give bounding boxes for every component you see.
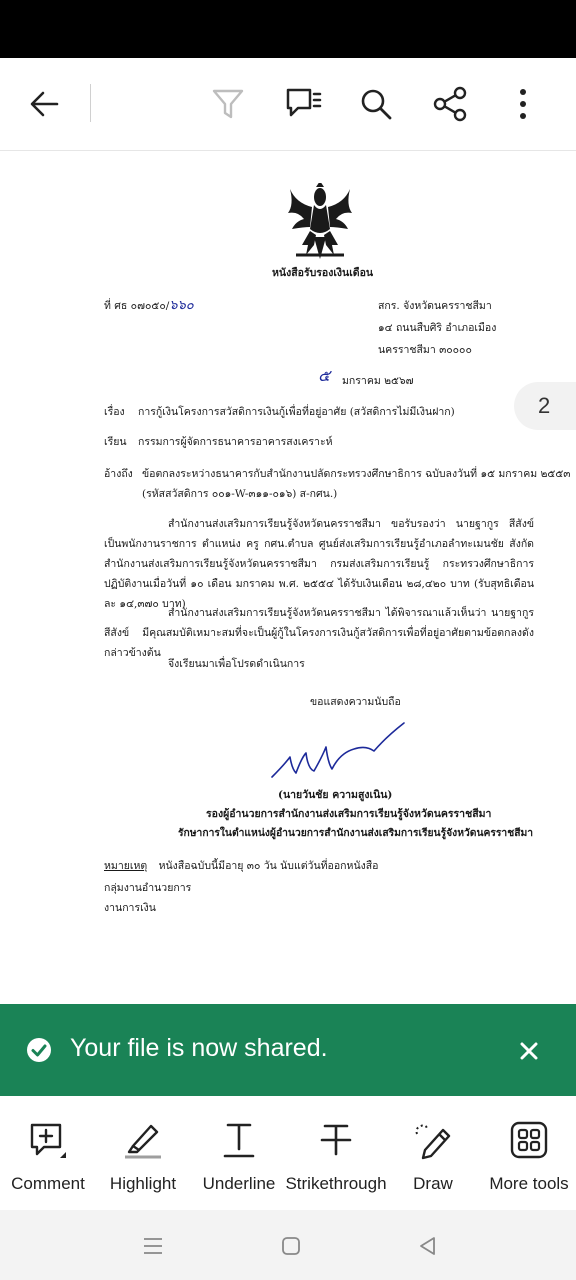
more-tools-label: More tools xyxy=(489,1174,569,1193)
body-paragraph-3: จึงเรียนมาเพื่อโปรดดำเนินการ xyxy=(168,658,305,670)
body-paragraph-1: สำนักงานส่งเสริมการเรียนรู้จังหวัดนครราชสีมา ขอรับรองว่า นายฐากูร สีสังข์ เป็นพนักงานราชการ ตำแหน่ง ครู กศน.ตำบล ศูนย์ส่งเสริมการเรียนรู้อำเภอลำทะเมนชัย สังกัด สำนักงานส่งเสริมการเรียนรู้จังหวัดนครราชสีมา กรมส่งเสริมการเรียนรู้ กระทรวงศึกษาธิการ ปฏิบัติงานเมื่อวันที่ ๑๐ เดือน มกราคม พ.ศ. ๒๕๕๔ ได้รับเงินเดือน ๒๘,๔๒๐ บาท (รับสุทธิเดือนละ ๑๔,๓๗๐ บาท) xyxy=(104,518,534,610)
garuda-emblem xyxy=(286,183,354,261)
signer-title-1: รองผู้อำนวยการสำนักงานส่งเสริมการเรียนรู้จังหวัดนครราชสีมา xyxy=(206,808,492,820)
subject-label: เรื่อง xyxy=(104,406,125,418)
arrow-left-icon xyxy=(27,87,61,121)
recents-icon xyxy=(142,1235,164,1257)
system-nav-bar xyxy=(0,1210,576,1280)
home-button[interactable] xyxy=(273,1228,309,1264)
system-back-button[interactable] xyxy=(410,1228,446,1264)
underline-icon xyxy=(219,1120,259,1160)
note-text: หนังสือฉบับนี้มีอายุ ๓๐ วัน นับแต่วันที่ออกหนังสือ xyxy=(158,860,379,872)
highlight-tool[interactable] xyxy=(102,1096,184,1210)
status-bar xyxy=(0,0,576,58)
underline-tool-label: Underline xyxy=(202,1174,276,1193)
toast-message: Your file is now shared. xyxy=(70,1034,328,1062)
document-date: มกราคม ๒๕๖๗ xyxy=(342,375,414,387)
more-tools[interactable] xyxy=(486,1096,572,1210)
document-heading: หนังสือรับรองเงินเดือน xyxy=(272,267,374,279)
signature xyxy=(270,717,410,779)
underline-tool[interactable] xyxy=(198,1096,280,1210)
sender-line-1: สกร. จังหวัดนครราชสีมา xyxy=(378,300,492,312)
comment-tool-label: Comment xyxy=(11,1174,85,1193)
draw-tool-label: Draw xyxy=(413,1174,453,1193)
toast-close-button[interactable] xyxy=(514,1036,544,1066)
recipient-label: เรียน xyxy=(104,436,127,448)
draw-tool[interactable] xyxy=(396,1096,470,1210)
check-circle-icon xyxy=(26,1037,52,1063)
reference-text: ข้อตกลงระหว่างธนาคารกับสำนักงานปลัดกระทรวงศึกษาธิการ ฉบับลงวันที่ ๑๕ มกราคม ๒๕๕๓ xyxy=(142,468,571,480)
pencil-draw-icon xyxy=(413,1120,453,1160)
page-number-indicator[interactable] xyxy=(514,382,576,430)
strikethrough-tool[interactable] xyxy=(285,1096,387,1210)
reference-label: อ้างถึง xyxy=(104,468,133,480)
toolbar-divider xyxy=(90,84,91,122)
page-number: 2 xyxy=(538,393,551,418)
body-paragraph-2: สำนักงานส่งเสริมการเรียนรู้จังหวัดนครราชสีมา ได้พิจารณาแล้วเห็นว่า นายฐากูร สีสังข์ มีคุณสมบัติเหมาะสมที่จะเป็นผู้กู้ในโครงการเงินกู้สวัสดิการเพื่อที่อยู่อาศัยตามข้อตกลงดังกล่าวข้างต้น xyxy=(104,607,534,659)
comments-list-button[interactable] xyxy=(279,80,327,128)
strikethrough-icon xyxy=(316,1120,356,1160)
note-label: หมายเหตุ xyxy=(104,860,148,872)
comment-add-icon xyxy=(28,1120,68,1160)
highlight-tool-label: Highlight xyxy=(109,1174,177,1193)
comment-list-icon xyxy=(284,86,322,122)
department-line-1: กลุ่มงานอำนวยการ xyxy=(104,882,192,894)
share-button[interactable] xyxy=(426,80,474,128)
strikethrough-tool-label: Strikethrough xyxy=(285,1174,387,1193)
highlighter-icon xyxy=(123,1120,163,1160)
recents-button[interactable] xyxy=(135,1228,171,1264)
handwritten-date: ๕ xyxy=(318,366,331,385)
recipient-text: กรรมการผู้จัดการธนาคารอาคารสงเคราะห์ xyxy=(138,436,333,448)
document-page xyxy=(0,151,576,1004)
search-icon xyxy=(359,87,393,121)
signer-title-2: รักษาการในตำแหน่งผู้อำนวยการสำนักงานส่งเสริมการเรียนรู้จังหวัดนครราชสีมา xyxy=(178,827,534,839)
filter-icon xyxy=(211,87,245,121)
close-icon xyxy=(520,1042,538,1060)
handwritten-number: ๖๖๐ xyxy=(169,298,194,313)
department-line-2: งานการเงิน xyxy=(104,902,156,914)
share-toast xyxy=(0,1004,576,1096)
search-button[interactable] xyxy=(352,80,400,128)
closing-text: ขอแสดงความนับถือ xyxy=(310,696,401,708)
document-viewer[interactable] xyxy=(0,151,576,1004)
back-triangle-icon xyxy=(417,1235,439,1257)
annotation-toolbar xyxy=(0,1096,576,1210)
comment-tool[interactable] xyxy=(6,1096,90,1210)
reference-number: ที่ ศธ ๐๗๐๕๐/๖๖๐ xyxy=(104,298,194,313)
grid-tools-icon xyxy=(509,1120,549,1160)
top-toolbar xyxy=(0,58,576,151)
share-icon xyxy=(432,86,468,122)
more-vertical-icon xyxy=(518,87,528,121)
signer-name: (นายวันชัย ความสูงเนิน) xyxy=(278,789,393,801)
filter-button[interactable] xyxy=(204,80,252,128)
reference-code: (รหัสสวัสดิการ ๐๐๑-W-๓๑๑-๐๑๖) ส-กศน.) xyxy=(142,488,338,500)
sender-line-2: ๑๔ ถนนสืบศิริ อำเภอเมือง xyxy=(378,322,497,334)
home-icon xyxy=(280,1235,302,1257)
more-options-button[interactable] xyxy=(499,80,547,128)
note-row xyxy=(104,859,378,873)
sender-line-3: นครราชสีมา ๓๐๐๐๐ xyxy=(378,344,472,356)
back-button[interactable] xyxy=(20,80,68,128)
subject-text: การกู้เงินโครงการสวัสดิการเงินกู้เพื่อที่อยู่อาศัย (สวัสดิการไม่มีเงินฝาก) xyxy=(138,406,455,418)
